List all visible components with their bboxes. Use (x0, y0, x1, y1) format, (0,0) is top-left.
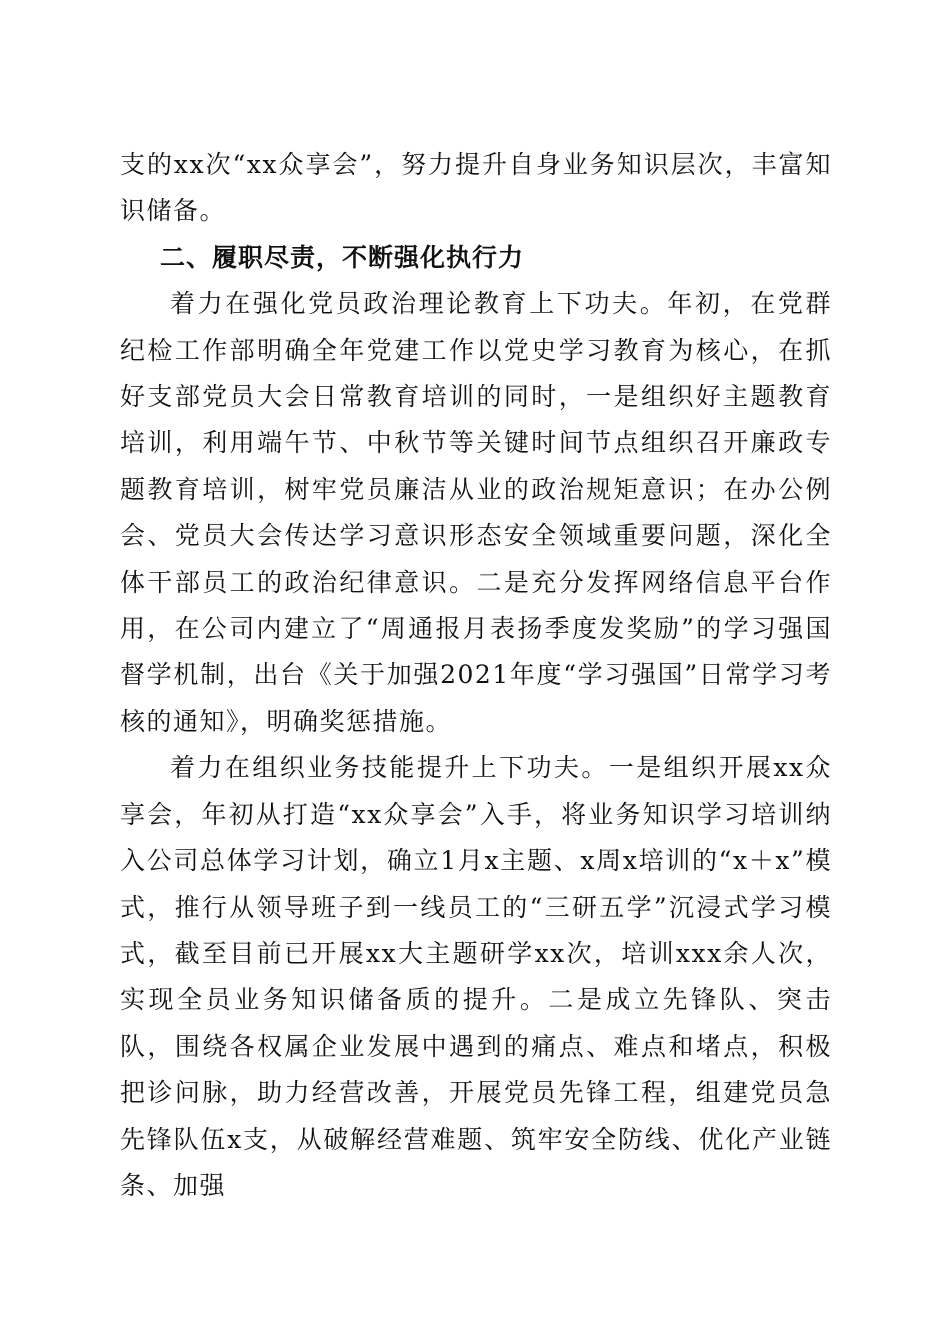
paragraph-political-education: 着力在强化党员政治理论教育上下功夫。年初，在党群纪检工作部明确全年党建工作以党史学习教育为核心，在抓好支部党员大会日常教育培训的同时，一是组织好主题教育培训，利用端午节、中秋节等关键时间节点组织召开廉政专题教育培训，树牢党员廉洁从业的政治规矩意识；在办公例会、党员大会传达学习意识形态安全领域重要问题，深化全体干部员工的政治纪律意识。二是充分发挥网络信息平台作用，在公司内建立了“周通报月表扬季度发奖励”的学习强国督学机制，出台《关于加强2021年度“学习强国”日常学习考核的通知》，明确奖惩措施。 (120, 289, 832, 736)
continued-paragraph: 支的xx次“xx众享会”，努力提升自身业务知识层次，丰富知识储备。 (120, 150, 832, 226)
section-heading: 二、履职尽责，不断强化执行力 (160, 242, 525, 272)
document-body (120, 142, 832, 1209)
paragraph-business-skills: 着力在组织业务技能提升上下功夫。一是组织开展xx众享会，年初从打造“xx众享会”入手，将业务知识学习培训纳入公司总体学习计划，确立1月x主题、x周x培训的“x＋x”模式，推行从领导班子到一线员工的“三研五学”沉浸式学习模式，截至目前已开展xx大主题研学xx次，培训xxx余人次，实现全员业务知识储备质的提升。二是成立先锋队、突击队，围绕各权属企业发展中遇到的痛点、难点和堵点，积极把诊问脉，助力经营改善，开展党员先锋工程，组建党员急先锋队伍x支，从破解经营难题、筑牢安全防线、优化产业链条、加强 (120, 753, 832, 1200)
